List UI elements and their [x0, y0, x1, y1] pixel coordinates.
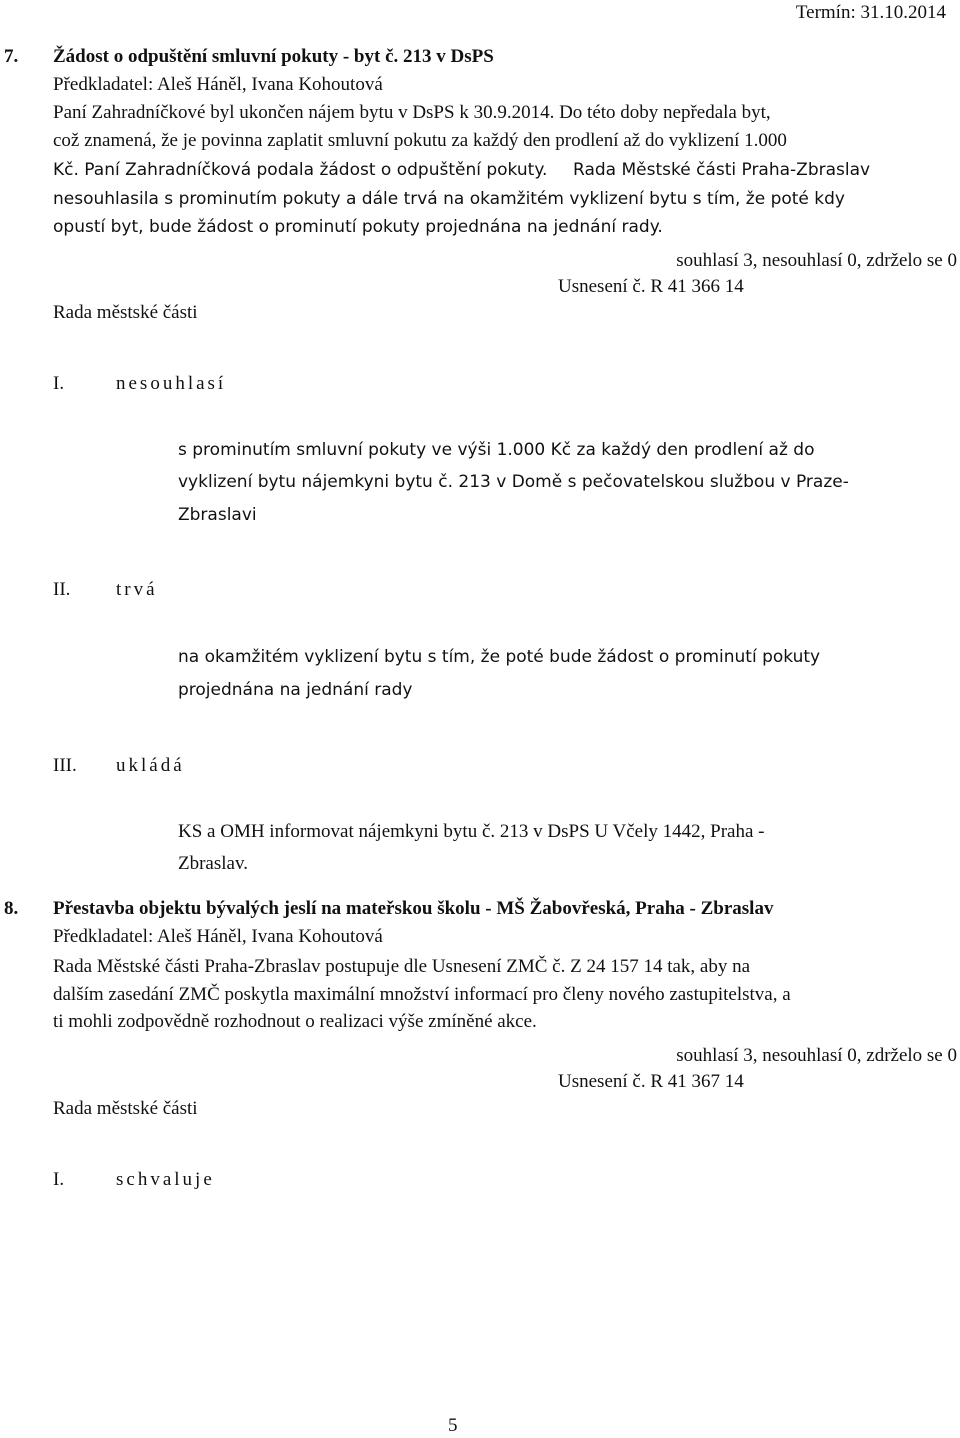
item-7-body-line: opustí byt, bude žádost o prominutí pokuty projednána na jednání rady. [53, 217, 663, 237]
item-8-body-line: Rada Městské části Praha-Zbraslav postupuje dle Usnesení ZMČ č. Z 24 157 14 tak, aby na [53, 956, 751, 977]
item-7-number: 7. [4, 46, 19, 67]
item-8-body-line: ti mohli zodpovědně rozhodnout o realizaci výše zmíněné akce. [53, 1011, 537, 1032]
resolution-point-text: na okamžitém vyklizení bytu s tím, že poté bude žádost o prominutí pokuty [178, 647, 821, 667]
resolution-point-verb: nesouhlasí [116, 373, 227, 394]
item-8-title: Přestavba objektu bývalých jeslí na mateřskou školu - MŠ Žabovřeská, Praha - Zbraslav [53, 898, 774, 919]
resolution-point-text: projednána na jednání rady [178, 680, 413, 700]
deadline: Termín: 31.10.2014 [795, 2, 946, 23]
item-8-body-line: dalším zasedání ZMČ poskytla maximální množství informací pro členy nového zastupitelstva, a [53, 984, 791, 1005]
item-8-resolution: Usnesení č. R 41 367 14 [558, 1071, 744, 1092]
resolution-point-verb: schvaluje [116, 1169, 215, 1190]
item-7-title: Žádost o odpuštění smluvní pokuty - byt č. 213 v DsPS [53, 46, 494, 67]
item-8-number: 8. [4, 898, 19, 919]
item-7-vote: souhlasí 3, nesouhlasí 0, zdrželo se 0 [676, 250, 957, 271]
item-7-resolution: Usnesení č. R 41 366 14 [558, 276, 744, 297]
resolution-point-roman: II. [53, 579, 71, 600]
item-7-body-line: Kč. Paní Zahradníčková podala žádost o odpuštění pokuty. [53, 160, 548, 180]
item-7-body-line: což znamená, že je povinna zaplatit smluvní pokutu za každý den prodlení až do vyklizení 1.000 [53, 130, 787, 151]
item-8-vote: souhlasí 3, nesouhlasí 0, zdrželo se 0 [676, 1045, 957, 1066]
item-7-body-line: Paní Zahradníčkové byl ukončen nájem bytu v DsPS k 30.9.2014. Do této doby nepředala byt, [53, 102, 771, 123]
item-8-presenters: Předkladatel: Aleš Háněl, Ivana Kohoutová [53, 926, 383, 947]
item-7-body-line: Rada Městské části Praha-Zbraslav [573, 160, 871, 180]
resolution-point-text: s prominutím smluvní pokuty ve výši 1.000 Kč za každý den prodlení až do [178, 440, 815, 460]
resolution-point-roman: I. [53, 373, 65, 394]
resolution-point-text: Zbraslavi [178, 505, 257, 525]
resolution-point-text: vyklizení bytu nájemkyni bytu č. 213 v Domě s pečovatelskou službou v Praze- [178, 472, 849, 492]
page-number: 5 [448, 1415, 458, 1436]
item-7-presenters: Předkladatel: Aleš Háněl, Ivana Kohoutová [53, 74, 383, 95]
item-8-council: Rada městské části [53, 1098, 198, 1119]
resolution-point-verb: ukládá [116, 755, 185, 776]
item-7-body-line: nesouhlasila s prominutím pokuty a dále trvá na okamžitém vyklizení bytu s tím, že poté kdy [53, 189, 845, 209]
resolution-point-text: KS a OMH informovat nájemkyni bytu č. 213 v DsPS U Včely 1442, Praha - [178, 821, 765, 842]
resolution-point-verb: trvá [116, 579, 158, 600]
resolution-point-text: Zbraslav. [178, 853, 248, 874]
item-7-council: Rada městské části [53, 302, 198, 323]
resolution-point-roman: III. [53, 755, 77, 776]
resolution-point-roman: I. [53, 1169, 65, 1190]
